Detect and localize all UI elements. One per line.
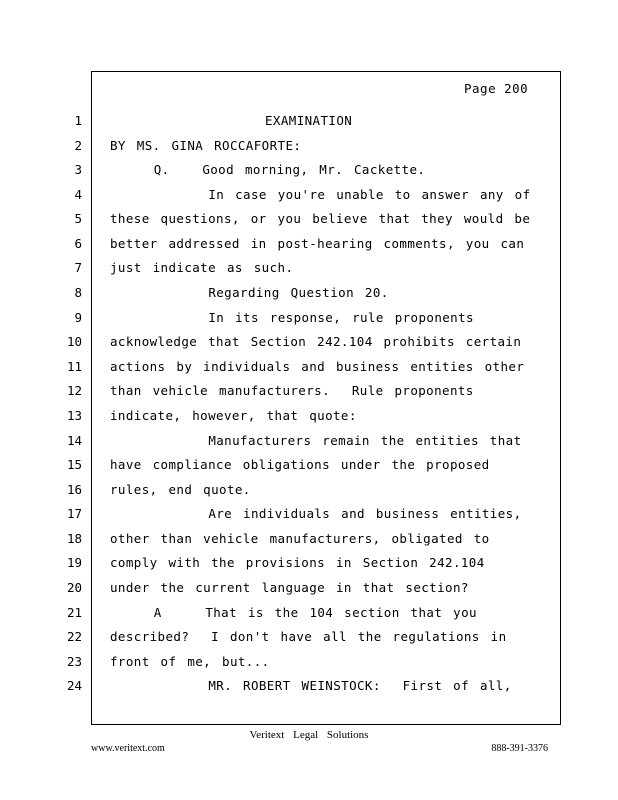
transcript-line: [0, 209, 618, 229]
line-text: MR. ROBERT WEINSTOCK: First of all,: [110, 678, 512, 693]
transcript-line: [0, 283, 618, 303]
transcript-line: [0, 136, 618, 156]
line-number: 23: [66, 654, 82, 669]
transcript-line: [0, 406, 618, 426]
transcript-line: [0, 185, 618, 205]
line-text: under the current language in that section?: [110, 580, 469, 595]
line-number: 3: [74, 162, 82, 177]
line-text: In its response, rule proponents: [110, 310, 474, 325]
line-number: 24: [66, 678, 82, 693]
transcript-line: [0, 160, 618, 180]
transcript-line: [0, 308, 618, 328]
line-text: have compliance obligations under the proposed: [110, 457, 490, 472]
line-text: than vehicle manufacturers. Rule proponents: [110, 383, 474, 398]
line-number: 5: [74, 211, 82, 226]
transcript-line: [0, 676, 618, 696]
line-number: 21: [66, 605, 82, 620]
line-text: Manufacturers remain the entities that: [110, 433, 522, 448]
footer-company: Veritext Legal Solutions: [249, 729, 369, 741]
transcript-line: [0, 332, 618, 352]
transcript-line: [0, 553, 618, 573]
transcript-line: [0, 258, 618, 278]
line-number: 16: [66, 482, 82, 497]
line-number: 8: [74, 285, 82, 300]
transcript-line: [0, 603, 618, 623]
line-number: 9: [74, 310, 82, 325]
line-text: better addressed in post-hearing comments, you can: [110, 236, 525, 251]
line-text: acknowledge that Section 242.104 prohibits certain: [110, 334, 522, 349]
page-number: Page 200: [464, 81, 529, 96]
line-text: actions by individuals and business entities other: [110, 359, 525, 374]
transcript-line: [0, 234, 618, 254]
line-text: Are individuals and business entities,: [110, 506, 522, 521]
line-text: In case you're unable to answer any of: [110, 187, 531, 202]
transcript-line: [0, 578, 618, 598]
line-text: indicate, however, that quote:: [110, 408, 357, 423]
line-number: 19: [66, 555, 82, 570]
section-heading: EXAMINATION: [265, 113, 353, 128]
transcript-line: [0, 504, 618, 524]
footer-phone: 888-391-3376: [491, 743, 548, 754]
line-number: 20: [66, 580, 82, 595]
transcript-line: [0, 357, 618, 377]
line-text: Q. Good morning, Mr. Cackette.: [110, 162, 426, 177]
line-number: 7: [74, 260, 82, 275]
line-number: 1: [74, 113, 82, 128]
line-text: these questions, or you believe that they would be: [110, 211, 531, 226]
transcript-line: [0, 480, 618, 500]
footer-website: www.veritext.com: [91, 743, 165, 754]
line-number: 15: [66, 457, 82, 472]
line-number: 18: [66, 531, 82, 546]
transcript-line: [0, 627, 618, 647]
line-number: 11: [66, 359, 82, 374]
line-number: 12: [66, 383, 82, 398]
line-number: 10: [66, 334, 82, 349]
line-text: described? I don't have all the regulations in: [110, 629, 507, 644]
transcript-line: [0, 652, 618, 672]
transcript-line: [0, 381, 618, 401]
line-number: 22: [66, 629, 82, 644]
line-text: comply with the provisions in Section 242.104: [110, 555, 485, 570]
line-number: 2: [74, 138, 82, 153]
line-number: 13: [66, 408, 82, 423]
line-text: A That is the 104 section that you: [110, 605, 477, 620]
transcript-line: [0, 529, 618, 549]
line-text: rules, end quote.: [110, 482, 251, 497]
line-text: front of me, but...: [110, 654, 270, 669]
line-number: 14: [66, 433, 82, 448]
line-text: just indicate as such.: [110, 260, 294, 275]
line-text: Regarding Question 20.: [110, 285, 389, 300]
transcript-line: [0, 455, 618, 475]
transcript-line: [0, 431, 618, 451]
line-number: 4: [74, 187, 82, 202]
line-text: other than vehicle manufacturers, obligated to: [110, 531, 490, 546]
line-number: 17: [66, 506, 82, 521]
line-text: BY MS. GINA ROCCAFORTE:: [110, 138, 302, 153]
transcript-line: [0, 111, 618, 131]
line-number: 6: [74, 236, 82, 251]
